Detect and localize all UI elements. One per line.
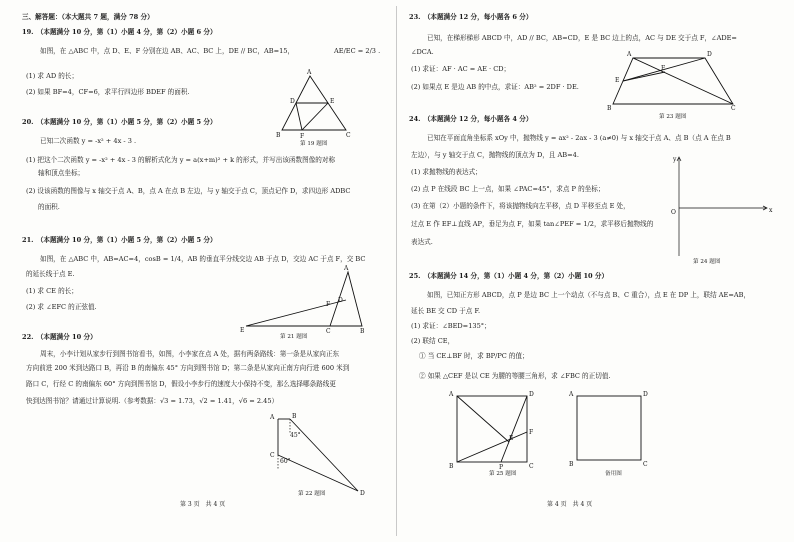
svg-text:P: P bbox=[499, 464, 504, 471]
q25-part2: (2) 联结 CE， bbox=[411, 337, 455, 345]
page-4 bbox=[397, 0, 794, 542]
q23-part1: (1) 求证：AF · AC = AE · CD； bbox=[411, 65, 511, 73]
q23-text1: 已知，在梯形梯形 ABCD 中，AD // BC，AB=CD，E 是 BC 边上的点，AC 与 DE 交于点 F，∠ADE= bbox=[427, 34, 737, 42]
q24-part2: (2) 点 P 在线段 BC 上一点，如果 ∠PAC=45°，求点 P 的坐标； bbox=[411, 185, 605, 193]
q22-heading: 22. （本题满分 10 分） bbox=[22, 333, 97, 341]
q25-spare-caption: 备用图 bbox=[605, 471, 622, 477]
q24-text1: 已知在平面直角坐标系 xOy 中，抛物线 y = ax² - 2ax - 3 (a≠0) 与 x 轴交于点 A、点 B（点 A 在点 B bbox=[427, 134, 731, 142]
svg-text:C: C bbox=[529, 463, 534, 470]
q23-heading: 23. （本题满分 12 分，每小题各 6 分） bbox=[409, 13, 533, 21]
q21-part2: (2) 求 ∠EFC 的正弦值. bbox=[26, 303, 97, 311]
q19-fraction: AE/EC = 2/3 . bbox=[334, 47, 381, 55]
q19-text: 如图，在 △ABC 中，点 D、E、F 分别在边 AB、AC、BC 上，DE // BC，AB=15， bbox=[40, 47, 295, 55]
section-heading: 三、解答题：（本大题共 7 题，满分 78 分） bbox=[22, 13, 154, 21]
q20-part1: (1) 把这个二次函数 y = -x² + 4x - 3 的解析式化为 y = a(x+m)² + k 的形式，并写出该函数图像的对称 bbox=[26, 156, 336, 164]
q22-text2: 方向前进 200 米到达路口 B，再沿 B 的南偏东 45° 方向到图书馆 D；第二条是从家向正南方向行进 600 米到 bbox=[26, 364, 350, 372]
q25-part2a: ① 当 CE⊥BF 时，求 BP/PC 的值； bbox=[419, 352, 529, 360]
q20-part2b: 的面积. bbox=[38, 203, 60, 211]
svg-text:E: E bbox=[240, 327, 245, 334]
q24-coordinate-figure bbox=[667, 156, 777, 256]
svg-text:F: F bbox=[529, 429, 534, 436]
q24-part3c: 表达式. bbox=[411, 238, 433, 246]
svg-text:A: A bbox=[627, 51, 632, 58]
svg-text:A: A bbox=[449, 391, 454, 398]
q25-part2b: ② 如果 △CEF 是以 CE 为腰的等腰三角形，求 ∠FBC 的正切值. bbox=[419, 372, 611, 380]
svg-text:B: B bbox=[360, 328, 365, 335]
q24-part3b: 过点 E 作 EF⊥直线 AP，垂足为点 F，如果 tan∠PEF = 1/2，求平移后抛物线的 bbox=[411, 220, 654, 228]
svg-text:B: B bbox=[292, 413, 297, 420]
svg-text:C: C bbox=[346, 132, 351, 139]
svg-text:C: C bbox=[731, 105, 736, 112]
svg-text:B: B bbox=[449, 463, 454, 470]
q22-angle-60: 60° bbox=[280, 458, 291, 465]
q23-caption: 第 23 题图 bbox=[659, 114, 687, 120]
svg-text:x: x bbox=[769, 207, 773, 214]
q25-caption: 第 25 题图 bbox=[489, 471, 517, 477]
q24-caption: 第 24 题图 bbox=[693, 259, 721, 265]
q20-part2: (2) 设该函数的图像与 x 轴交于点 A、B，点 A 在点 B 左边，与 y 轴交于点 C，顶点记作 D，求四边形 ADBC bbox=[26, 187, 351, 195]
svg-text:D: D bbox=[290, 98, 295, 105]
q19-part2: (2) 如果 BF=4，CF=6，求平行四边形 BDEF 的面积. bbox=[26, 88, 190, 96]
svg-text:B: B bbox=[607, 105, 612, 112]
q21-text: 如图，在 △ABC 中，AB=AC=4，cosB = 1/4，AB 的垂直平分线交边 AB 于点 D，交边 AC 于点 F，交 BC bbox=[40, 255, 366, 263]
svg-text:F: F bbox=[661, 65, 666, 72]
q19-part1: (1) 求 AD 的长； bbox=[26, 72, 79, 80]
page-4-footer: 第 4 页 共 4 页 bbox=[547, 501, 593, 508]
svg-text:D: D bbox=[360, 490, 365, 497]
q21-figure bbox=[240, 265, 370, 335]
q19-caption: 第 19 题图 bbox=[300, 141, 328, 147]
q22-text4: 快到达图书馆？请通过计算说明.（参考数据：√3 = 1.73，√2 = 1.41，√6 = 2.45） bbox=[26, 397, 279, 405]
q21-caption: 第 21 题图 bbox=[280, 334, 308, 340]
svg-text:F: F bbox=[300, 133, 305, 140]
q25-text2: 延长 BE 交 CD 于点 F. bbox=[411, 307, 481, 315]
q25-part1: (1) 求证：∠BED=135°； bbox=[411, 322, 491, 330]
svg-text:A: A bbox=[569, 391, 574, 398]
svg-text:D: D bbox=[338, 297, 343, 304]
q22-angle-45: 45° bbox=[290, 432, 301, 439]
q25-heading: 25. （本题满分 14 分，第（1）小题 4 分，第（2）小题 10 分） bbox=[409, 272, 609, 280]
svg-text:D: D bbox=[643, 391, 648, 398]
q20-heading: 20. （本题满分 10 分，第（1）小题 5 分，第（2）小题 5 分） bbox=[22, 118, 217, 126]
q22-figure bbox=[268, 415, 368, 495]
q24-part3: (3) 在第（2）小题的条件下，将该抛物线向左平移，点 D 平移至点 E 处， bbox=[411, 202, 630, 210]
q21-heading: 21. （本题满分 10 分，第（1）小题 5 分，第（2）小题 5 分） bbox=[22, 236, 217, 244]
q25-figure bbox=[449, 391, 539, 471]
svg-text:A: A bbox=[270, 414, 275, 421]
svg-text:E: E bbox=[330, 98, 335, 105]
svg-text:O: O bbox=[671, 209, 676, 216]
q25-text1: 如图，已知正方形 ABCD，点 P 是边 BC 上一个动点（不与点 B、C 重合），点 E 在 DP 上，联结 AE=AB， bbox=[427, 291, 751, 299]
svg-text:F: F bbox=[326, 301, 331, 308]
svg-text:C: C bbox=[270, 452, 275, 459]
q25-spare-figure bbox=[569, 392, 659, 468]
svg-text:B: B bbox=[569, 461, 574, 468]
svg-text:y: y bbox=[673, 156, 677, 163]
q24-text2: 左边），与 y 轴交于点 C，抛物线的顶点为 D，且 AB=4. bbox=[411, 151, 579, 159]
q22-text1: 周末，小李计划从家步行到图书馆看书，如图，小李家在点 A 处，据有两条路线：第一条是从家向正东 bbox=[40, 350, 340, 358]
q23-text2: ∠DCA. bbox=[411, 48, 434, 56]
svg-text:A: A bbox=[344, 265, 349, 272]
q22-caption: 第 22 题图 bbox=[298, 491, 326, 497]
svg-text:C: C bbox=[643, 461, 648, 468]
q24-part1: (1) 求抛物线的表达式； bbox=[411, 168, 482, 176]
q19-figure bbox=[272, 70, 362, 140]
q23-figure bbox=[607, 52, 739, 110]
svg-text:E: E bbox=[615, 77, 620, 84]
svg-text:D: D bbox=[529, 391, 534, 398]
svg-text:C: C bbox=[326, 328, 331, 335]
q20-text: 已知二次函数 y = -x² + 4x - 3 . bbox=[40, 137, 137, 145]
q21-part1: (1) 求 CE 的长； bbox=[26, 287, 78, 295]
svg-text:B: B bbox=[276, 132, 281, 139]
q24-heading: 24. （本题满分 12 分，每小题各 4 分） bbox=[409, 115, 533, 123]
svg-text:E: E bbox=[509, 435, 514, 442]
q22-text3: 路口 C，行经 C 的南偏东 60° 方向到图书馆 D，假设小李步行的速度大小保持不变，那么选择哪条路线更 bbox=[26, 380, 336, 388]
q19-heading: 19. （本题满分 10 分，第（1）小题 4 分，第（2）小题 6 分） bbox=[22, 28, 217, 36]
q21-text2: 的延长线于点 E. bbox=[26, 270, 75, 278]
q23-part2: (2) 如果点 E 是边 AB 的中点，求证：AB² = 2DF · DE. bbox=[411, 83, 579, 91]
svg-text:A: A bbox=[307, 69, 312, 76]
q20-part1b: 轴和顶点坐标； bbox=[38, 169, 85, 177]
svg-text:D: D bbox=[707, 51, 712, 58]
page-3-footer: 第 3 页 共 4 页 bbox=[180, 501, 226, 508]
